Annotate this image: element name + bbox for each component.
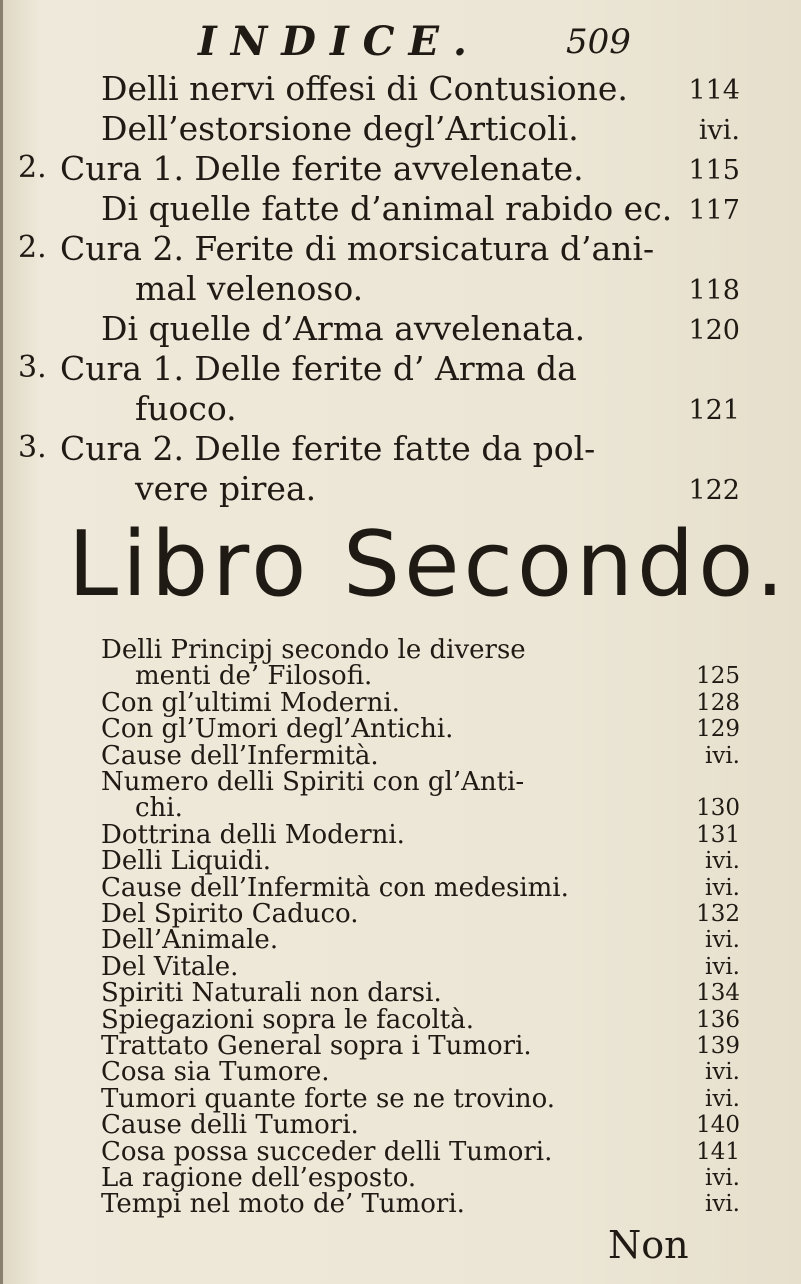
entry-page: ivi. (698, 115, 740, 146)
entry-page: 114 (688, 75, 740, 106)
entry-page: 134 (696, 980, 740, 1007)
entry-text: Con gl’ultimi Moderni. (101, 687, 400, 718)
entry-page: 130 (696, 795, 740, 822)
entry-page: 122 (688, 475, 740, 506)
entry-text: Delli nervi offesi di Contusione. (101, 69, 628, 108)
entry-page: 118 (688, 275, 740, 306)
entry-page: 139 (696, 1033, 740, 1059)
entry-page: 140 (696, 1112, 740, 1139)
entry-text: Numero delli Spiriti con gl’Anti- (101, 767, 525, 797)
entry-page: 117 (688, 195, 740, 226)
entry-text: Cosa possa succeder delli Tumori. (101, 1136, 553, 1167)
entry-text: Cause dell’Infermità. (101, 740, 379, 771)
entry-text: Cura 2. Delle ferite fatte da pol- (60, 429, 596, 468)
entry-text: Spiegazioni sopra le facoltà. (101, 1004, 474, 1035)
entry-marker: 3. (18, 430, 47, 465)
entry-text: Dottrina delli Moderni. (101, 819, 405, 850)
entry-page: ivi. (704, 1085, 740, 1112)
entry-marker: 2. (18, 150, 47, 185)
entry-text: Delli Principj secondo le diverse (101, 635, 526, 665)
entry-page: 128 (696, 689, 740, 716)
header-title: INDICE. (198, 18, 481, 65)
entry-text: Cura 1. Delle ferite avvelenate. (60, 149, 584, 188)
entry-text: Del Spirito Caduco. (101, 899, 359, 929)
entry-marker: 2. (18, 230, 47, 265)
entry-page: ivi. (704, 927, 740, 954)
entry-page: 141 (696, 1138, 740, 1165)
entry-text: chi. (135, 793, 183, 824)
entry-text: menti de’ Filosofi. (135, 661, 373, 692)
entry-text: Con gl’Umori degl’Antichi. (101, 714, 454, 745)
entry-text: Cause dell’Infermità con medesimi. (101, 872, 569, 903)
entry-text: Cura 1. Delle ferite d’ Arma da (60, 349, 577, 388)
entry-page: 136 (696, 1006, 740, 1033)
entry-text: Cosa sia Tumore. (101, 1057, 330, 1088)
entry-page: 131 (696, 821, 740, 848)
entry-text: fuoco. (135, 389, 237, 428)
entry-text: Cura 2. Ferite di morsicatura d’ani- (60, 229, 655, 268)
entry-page: ivi. (704, 1191, 740, 1218)
entry-page: ivi. (704, 742, 740, 769)
entry-text: Cause delli Tumori. (101, 1110, 359, 1141)
entry-text: vere pirea. (135, 469, 317, 508)
entry-page: ivi. (704, 874, 740, 901)
entry-marker: 3. (18, 350, 47, 385)
entry-text: Dell’Animale. (101, 925, 279, 956)
entry-page: 125 (696, 663, 740, 690)
entry-text: Tempi nel moto de’ Tumori. (101, 1189, 465, 1220)
entry-text: Del Vitale. (101, 951, 239, 982)
entry-page: ivi. (704, 1059, 740, 1086)
entry-text: Di quelle fatte d’animal rabido ec. (101, 189, 673, 228)
entry-text: mal velenoso. (135, 269, 364, 308)
entry-text: Trattato General sopra i Tumori. (101, 1031, 532, 1061)
entry-page: ivi. (704, 1165, 740, 1191)
entry-page: ivi. (704, 848, 740, 875)
entry-page: 115 (688, 155, 740, 186)
page-edge (0, 0, 3, 1284)
entry-page: 129 (696, 716, 740, 743)
book-heading: Libro Secondo. (68, 512, 789, 617)
entry-page: 120 (688, 315, 740, 346)
entry-page: 132 (696, 901, 740, 927)
entry-text: Di quelle d’Arma avvelenata. (101, 309, 586, 348)
entry-text: Delli Liquidi. (101, 846, 271, 877)
catchword: Non (608, 1223, 689, 1267)
entry-text: Tumori quante forte se ne trovino. (101, 1083, 556, 1114)
entry-page: 121 (688, 395, 740, 426)
entry-text: Dell’estorsione degl’Articoli. (101, 109, 579, 148)
entry-page: ivi. (704, 953, 740, 980)
header-page-number: 509 (566, 22, 631, 62)
entry-text: Spiriti Naturali non darsi. (101, 978, 442, 1009)
entry-text: La ragione dell’esposto. (101, 1163, 417, 1193)
